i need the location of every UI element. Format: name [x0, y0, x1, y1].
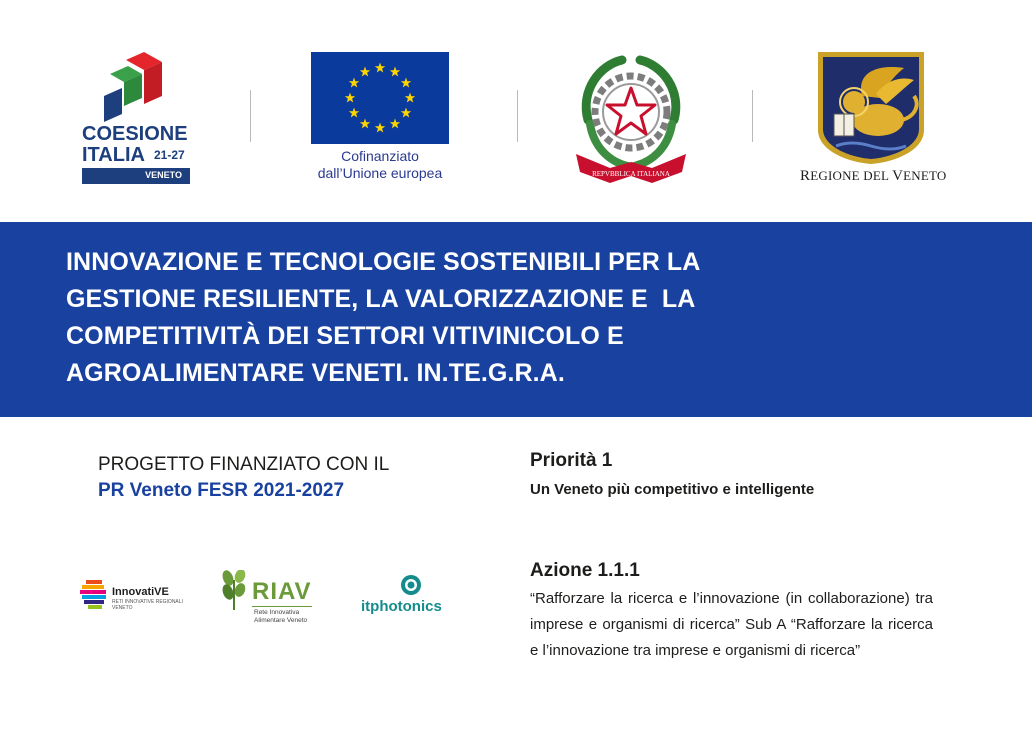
action-title: Azione 1.1.1 [530, 560, 640, 581]
lion-of-saint-mark-icon [816, 50, 926, 165]
project-title-line4: AGROALIMENTARE VENETI. IN.TE.G.R.A. [66, 359, 565, 387]
logo-itphotonics [358, 574, 468, 618]
logo-separator [517, 90, 518, 142]
logo-separator [752, 90, 753, 142]
logo-coesione-italia [82, 52, 192, 186]
regione-caption: REGIONE DEL VENETO [800, 168, 947, 184]
riav-name: RIAV [252, 578, 312, 605]
innovative-tagline1: RETI INNOVATIVE REGIONALI [112, 599, 183, 605]
priority-title: Priorità 1 [530, 450, 613, 471]
eu-caption-line2: dall’Unione europea [317, 165, 443, 181]
coesione-veneto-tag: VENETO [82, 168, 190, 184]
logo-riav [220, 570, 320, 628]
funding-line2: PR Veneto FESR 2021-2027 [98, 480, 345, 501]
repubblica-ribbon-text: REPVBBLICA ITALIANA [592, 170, 670, 178]
logo-eu [300, 52, 460, 184]
riav-divider [252, 606, 312, 607]
logo-repubblica-italiana [570, 50, 692, 185]
innovative-stack-icon [80, 580, 108, 610]
coesione-years: 21-27 [154, 148, 185, 162]
itphotonics-lens-icon [400, 574, 422, 596]
innovative-tagline2: VENETO [112, 605, 133, 611]
riav-tagline2: Alimentare Veneto [254, 617, 308, 624]
project-title [66, 244, 786, 392]
coesione-cube-icon [82, 52, 192, 122]
priority-subtitle: Un Veneto più competitivo e intelligente [530, 481, 815, 498]
action-text: “Rafforzare la ricerca e l’innovazione (in collaborazione) tra imprese e organismi di ricerca” Sub A “Rafforzare la ricerca e l’innovazione tra imprese e organismi di ricerca” [530, 590, 933, 659]
riav-tagline1: Rete Innovativa [254, 609, 300, 616]
eu-stars-icon [311, 52, 449, 144]
riav-leaf-icon [220, 570, 250, 610]
innovative-name: InnovatiVE [112, 586, 169, 598]
project-title-line1: INNOVAZIONE E TECNOLOGIE SOSTENIBILI PER LA [66, 248, 701, 276]
logo-innovative [80, 580, 190, 614]
coesione-line2: ITALIA [82, 144, 145, 166]
italian-emblem-icon [570, 50, 692, 185]
project-title-line3: COMPETITIVITÀ DEI SETTORI VITIVINICOLO E [66, 322, 624, 350]
logo-regione-veneto [796, 50, 946, 186]
project-title-line2: GESTIONE RESILIENTE, LA VALORIZZAZIONE E LA [66, 285, 696, 313]
logo-separator [250, 90, 251, 142]
coesione-line1: COESIONE [82, 123, 188, 145]
eu-caption-line1: Cofinanziato [341, 148, 419, 164]
itphotonics-name: itphotonics [361, 598, 442, 615]
funding-line1: PROGETTO FINANZIATO CON IL [98, 454, 390, 475]
